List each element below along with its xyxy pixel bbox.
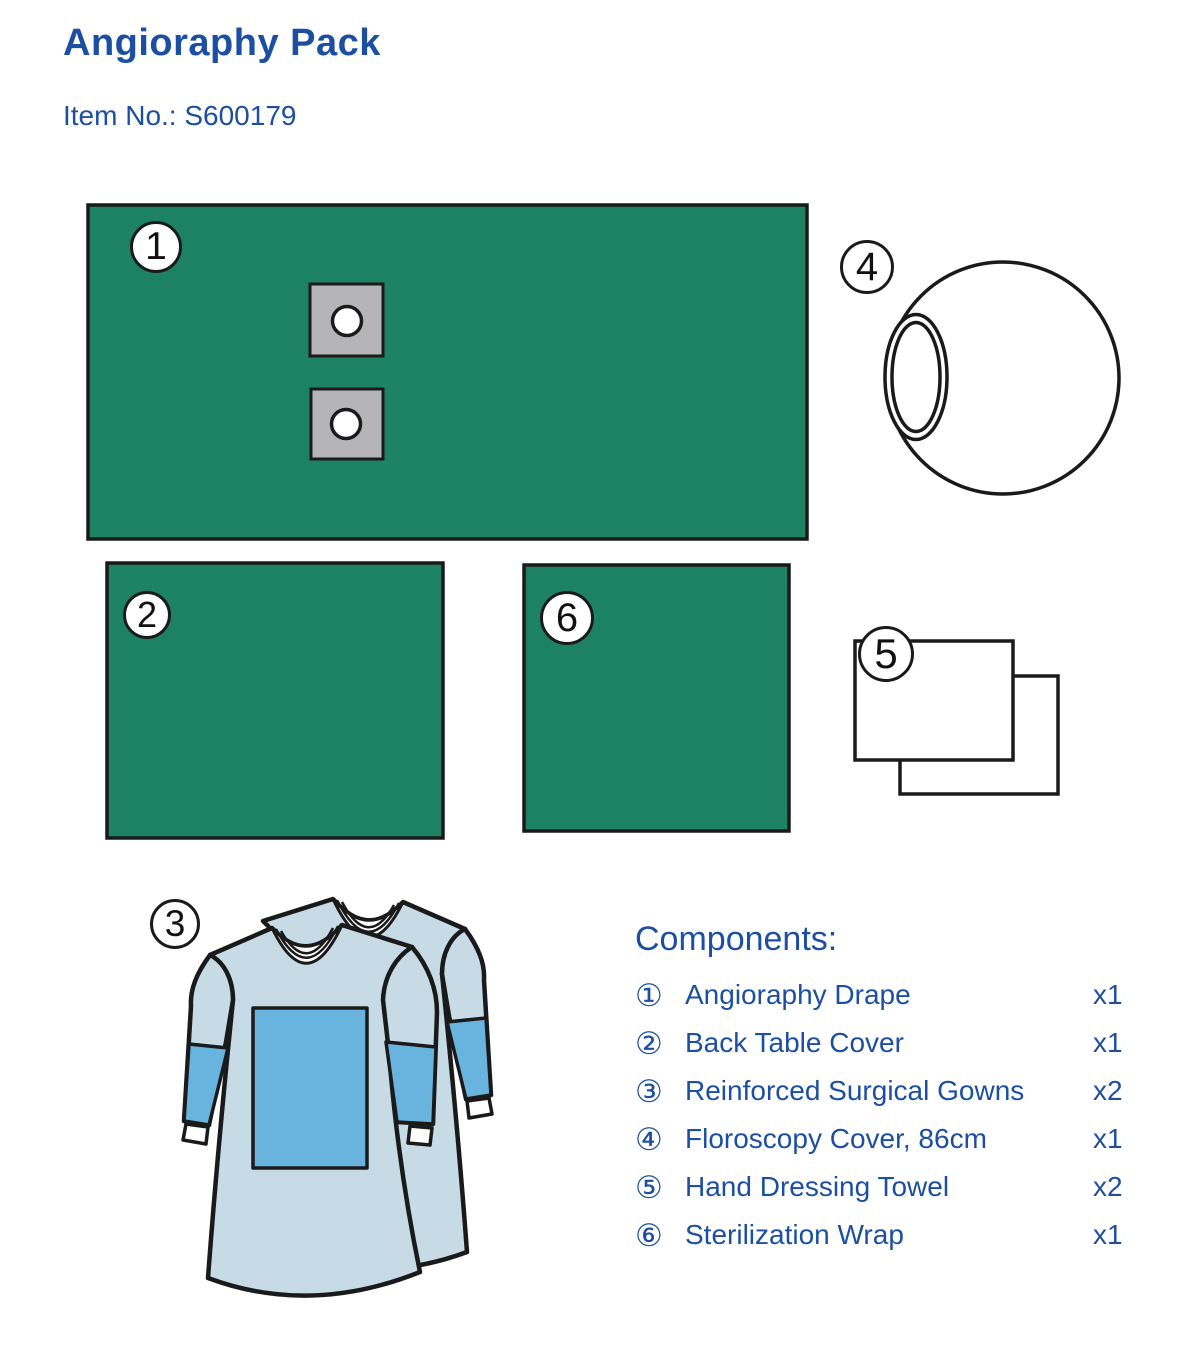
component-qty: x1 — [1093, 979, 1123, 1010]
component-label: Floroscopy Cover, 86cm — [685, 1123, 987, 1154]
gown-hanging-cuff — [408, 1126, 432, 1145]
surgical-gowns — [183, 899, 492, 1296]
component-qty: x2 — [1093, 1075, 1123, 1106]
component-row-4 — [635, 1115, 1150, 1163]
fenestration-hole-bottom — [332, 410, 361, 439]
component-number: ⑥ — [635, 1217, 663, 1253]
component-qty: x1 — [1093, 1219, 1123, 1250]
cover-opening-inner — [892, 323, 940, 432]
component-number: ③ — [635, 1073, 663, 1109]
components-panel — [635, 920, 1150, 1259]
gown-front — [183, 925, 437, 1296]
component-number: ① — [635, 977, 663, 1013]
component-qty: x2 — [1093, 1171, 1123, 1202]
component-row-6 — [635, 1211, 1150, 1259]
component-row-1 — [635, 971, 1150, 1019]
item-number: Item No.: S600179 — [63, 100, 297, 131]
component-row-5 — [635, 1163, 1150, 1211]
component-label: Reinforced Surgical Gowns — [685, 1075, 1025, 1106]
component-number: ② — [635, 1025, 663, 1061]
floroscopy-cover — [885, 262, 1119, 494]
gown-chest-panel — [253, 1008, 367, 1168]
component-label: Sterilization Wrap — [685, 1219, 904, 1250]
component-label: Hand Dressing Towel — [685, 1171, 950, 1202]
angiography-drape — [88, 205, 807, 539]
component-number: ④ — [635, 1121, 663, 1157]
callout-badge-5: 5 — [858, 626, 914, 682]
callout-badge-6: 6 — [540, 591, 594, 645]
component-label: Angioraphy Drape — [685, 979, 911, 1010]
component-number: ⑤ — [635, 1169, 663, 1205]
fenestration-hole-top — [333, 307, 362, 336]
component-qty: x1 — [1093, 1027, 1123, 1058]
component-label: Back Table Cover — [685, 1027, 904, 1058]
callout-badge-1: 1 — [130, 221, 182, 273]
page-title: Angioraphy Pack — [63, 22, 381, 64]
component-row-2 — [635, 1019, 1150, 1067]
component-row-3 — [635, 1067, 1150, 1115]
component-qty: x1 — [1093, 1123, 1123, 1154]
callout-badge-4: 4 — [840, 240, 894, 294]
components-heading: Components: — [635, 920, 838, 958]
callout-badge-3: 3 — [150, 899, 200, 949]
drape-sheet — [88, 205, 807, 539]
callout-badge-2: 2 — [123, 591, 171, 639]
